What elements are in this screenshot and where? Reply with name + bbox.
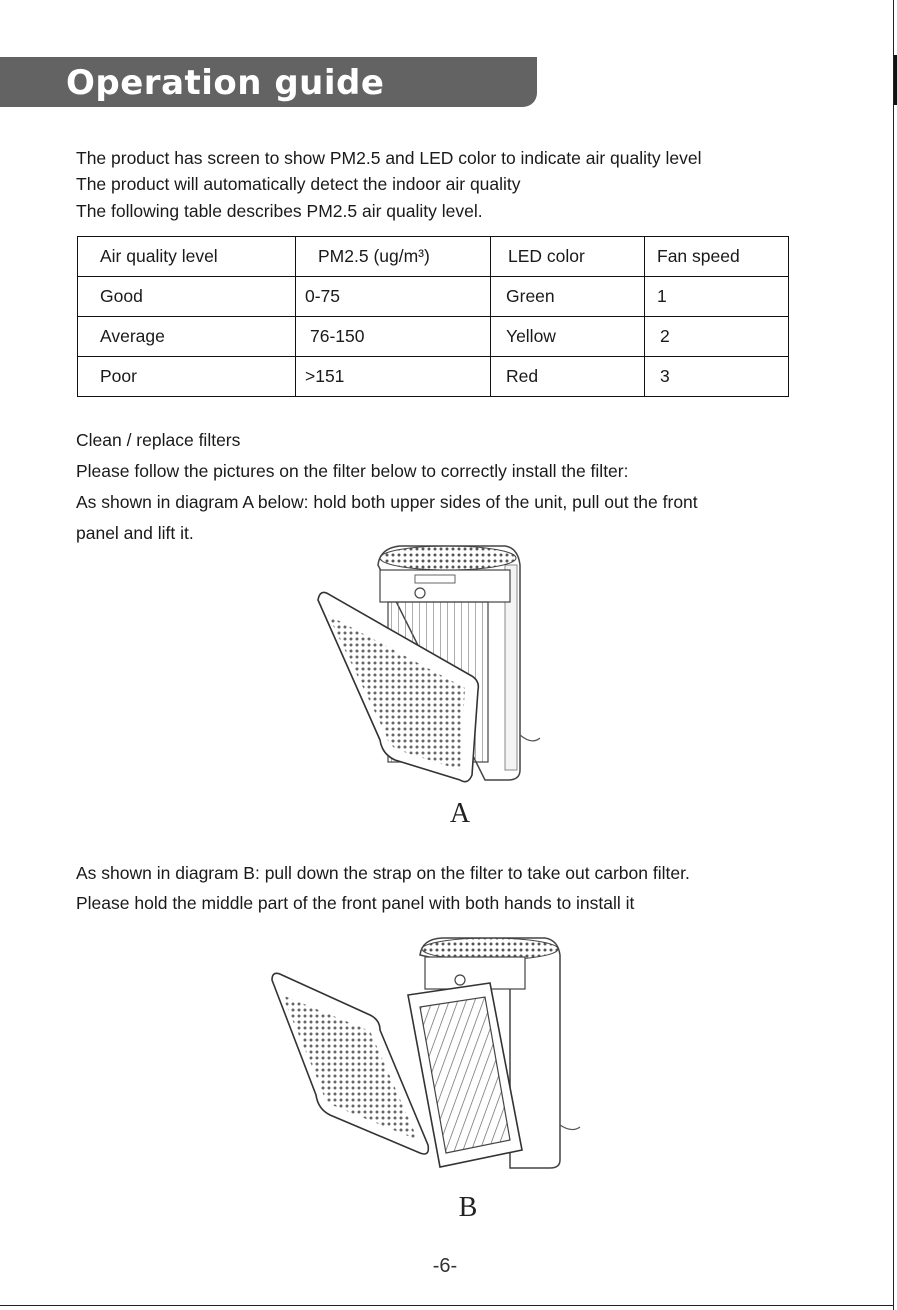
diagram-b-line-2: Please hold the middle part of the front panel with both hands to install it <box>76 893 635 913</box>
intro-line-1: The product has screen to show PM2.5 and LED color to indicate air quality level <box>76 148 702 168</box>
air-quality-table <box>77 236 789 397</box>
header-cell: Fan speed <box>645 237 789 277</box>
page-title: Operation guide <box>66 63 385 103</box>
intro-line-3: The following table describes PM2.5 air quality level. <box>76 201 483 221</box>
table-cell: Green <box>491 277 645 317</box>
filters-heading: Clean / replace filters <box>76 430 241 450</box>
header-cell: PM2.5 (ug/m³) <box>296 237 491 277</box>
diagram-b-label: B <box>458 1192 478 1223</box>
table-row <box>78 357 789 397</box>
intro-line-2: The product will automatically detect the indoor air quality <box>76 174 521 194</box>
page-edge-right <box>893 0 894 1310</box>
table-cell: 0-75 <box>296 277 491 317</box>
header-cell: Air quality level <box>78 237 296 277</box>
diagram-a-label: A <box>449 798 471 829</box>
diagram-a-illustration <box>300 540 560 795</box>
table-cell: Yellow <box>491 317 645 357</box>
table-row <box>78 277 789 317</box>
table-cell: 1 <box>645 277 789 317</box>
diagram-b-line-1: As shown in diagram B: pull down the strap on the filter to take out carbon filter. <box>76 863 690 883</box>
table-cell: 76-150 <box>296 317 491 357</box>
table-cell: >151 <box>296 357 491 397</box>
page-number: -6- <box>432 1255 458 1277</box>
diagram-b-illustration <box>260 935 590 1175</box>
page-edge-bottom <box>0 1305 894 1306</box>
table-cell: Average <box>78 317 296 357</box>
table-cell: Red <box>491 357 645 397</box>
header-cell: LED color <box>491 237 645 277</box>
table-row <box>78 317 789 357</box>
table-cell: 2 <box>645 317 789 357</box>
filters-line-3: panel and lift it. <box>76 523 194 543</box>
table-header-row <box>78 237 789 277</box>
table-cell: Good <box>78 277 296 317</box>
filters-line-1: Please follow the pictures on the filter below to correctly install the filter: <box>76 461 629 481</box>
table-cell: Poor <box>78 357 296 397</box>
filters-line-2: As shown in diagram A below: hold both upper sides of the unit, pull out the front <box>76 492 698 512</box>
table-cell: 3 <box>645 357 789 397</box>
